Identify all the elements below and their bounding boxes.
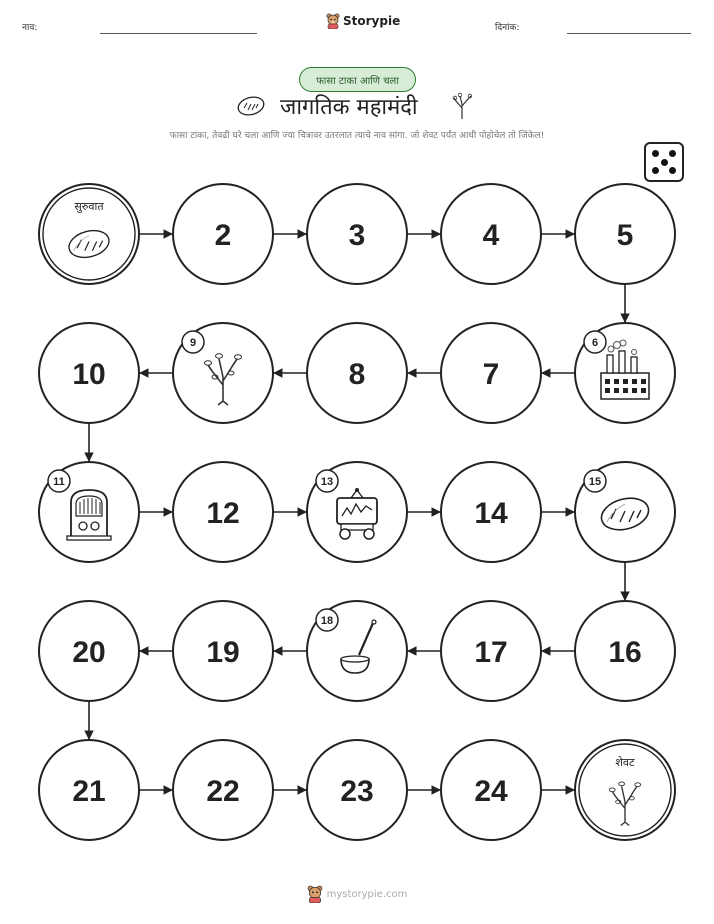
board-cell-12[interactable]: [173, 462, 273, 562]
cell-number: 2: [214, 219, 232, 252]
cell-number: 7: [482, 358, 500, 391]
cell-number: 24: [474, 775, 508, 808]
board-cell-21[interactable]: [39, 740, 139, 840]
cell-number-badge: 11: [53, 476, 65, 488]
name-label: नाव:: [22, 23, 38, 33]
cell-number: 5: [616, 219, 634, 252]
cell-number-badge: 9: [189, 337, 197, 349]
cell-number-badge: 18: [320, 615, 334, 627]
cell-number: 8: [348, 358, 366, 391]
radio-icon: [67, 490, 111, 540]
cell-number: 20: [72, 636, 106, 669]
cell-number: 23: [340, 775, 374, 808]
cell-number: 17: [474, 636, 508, 669]
board-cell-6[interactable]: [575, 323, 675, 423]
board-cell-7[interactable]: [441, 323, 541, 423]
footer-site: mystorypie.com: [326, 888, 408, 900]
cell-number: 21: [72, 775, 106, 808]
board-cell-13[interactable]: [307, 462, 407, 562]
board-cell-14[interactable]: [441, 462, 541, 562]
game-tag: फासा टाका आणि चला: [299, 67, 416, 92]
date-label: दिनांक:: [495, 23, 520, 33]
cell-number: 14: [474, 497, 508, 530]
cell-number: 22: [206, 775, 240, 808]
board-cell-9[interactable]: [173, 323, 273, 423]
cell-number: 10: [72, 358, 106, 391]
board-cell-2[interactable]: [173, 184, 273, 284]
board-cell-8[interactable]: [307, 323, 407, 423]
board-cell-22[interactable]: [173, 740, 273, 840]
start-cell[interactable]: [39, 184, 139, 284]
cell-number: 16: [608, 636, 642, 669]
board-cell-11[interactable]: [39, 462, 139, 562]
cell-number: 3: [348, 219, 366, 252]
finish-cell[interactable]: [575, 740, 675, 840]
board-cell-5[interactable]: [575, 184, 675, 284]
cell-number: 19: [206, 636, 240, 669]
board-cell-10[interactable]: [39, 323, 139, 423]
board-cell-15[interactable]: [575, 462, 675, 562]
board-cell-16[interactable]: [575, 601, 675, 701]
cell-number-badge: 6: [591, 337, 599, 349]
board-cell-23[interactable]: [307, 740, 407, 840]
bear-mascot-icon: [307, 885, 323, 903]
board-cell-3[interactable]: [307, 184, 407, 284]
board-cell-4[interactable]: [441, 184, 541, 284]
board-cell-19[interactable]: [173, 601, 273, 701]
board-cell-24[interactable]: [441, 740, 541, 840]
board-cell-18[interactable]: [307, 601, 407, 701]
cell-number-badge: 15: [588, 476, 602, 488]
board-cell-20[interactable]: [39, 601, 139, 701]
start-label: सुरुवात: [74, 200, 104, 213]
cell-number-badge: 13: [320, 476, 334, 488]
page-title: जागतिक महामंदी: [280, 95, 418, 120]
board-cell-17[interactable]: [441, 601, 541, 701]
instructions: फासा टाका, तेवढी घरे चला आणि ज्या चित्रावर उतरलात त्याचे नाव सांगा. जो शेवट पर्यंत आधी पोहोचेल तो जिंकेल!: [169, 131, 545, 141]
finish-label: शेवट: [615, 756, 635, 769]
cell-number: 4: [482, 219, 500, 252]
footer: [0, 885, 714, 903]
cell-number: 12: [206, 497, 240, 530]
brand-name: Storypie: [343, 14, 401, 28]
